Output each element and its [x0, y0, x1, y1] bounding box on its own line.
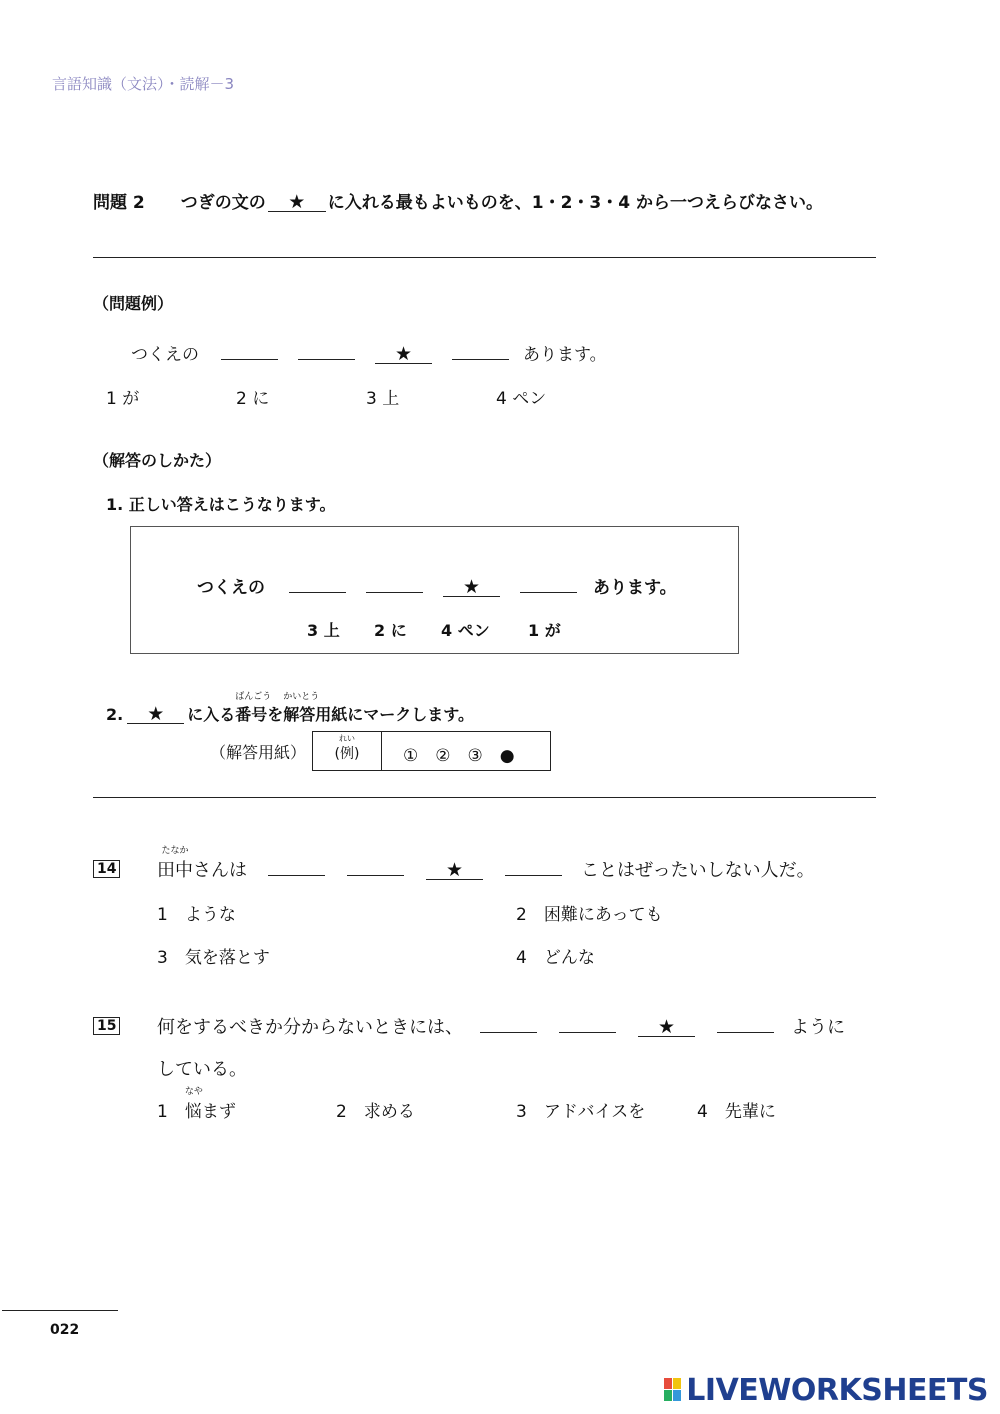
- q14-number-box: [93, 858, 120, 878]
- q15-sentence-end: ように: [791, 1017, 845, 1038]
- sheet-marks-cell: [383, 732, 550, 770]
- example-blank-star: ★: [375, 345, 432, 364]
- q14-sentence-a: さんは: [193, 860, 247, 881]
- example-sentence-start: つくえの: [131, 345, 199, 365]
- instruction-after: に入れる最もよいものを、1・2・3・4 から一つえらびなさい。: [327, 193, 823, 213]
- q14-option-4[interactable]: 4 どんな: [516, 948, 595, 968]
- q15-option-1[interactable]: [157, 1087, 236, 1122]
- ruby-tanaka: [157, 846, 193, 882]
- box-answer-4: 1 が: [528, 621, 561, 640]
- step2-star-blank: ★: [127, 705, 184, 724]
- page-number: 022: [50, 1322, 80, 1338]
- q15-sentence-line2: している。: [157, 1059, 247, 1080]
- box-blank-1: [289, 574, 346, 593]
- q15-option-1-number: 1: [157, 1102, 168, 1122]
- ruby-kaitou: [283, 692, 320, 725]
- example-sentence: [131, 340, 607, 365]
- box-sentence-start: つくえの: [197, 578, 265, 598]
- example-title: （問題例）: [93, 294, 174, 313]
- step2-text-b: を: [267, 705, 284, 724]
- q15-sentence: [157, 1013, 845, 1039]
- furigana-rei: れい: [339, 734, 355, 743]
- step2-text-c: 用紙にマークします。: [315, 705, 475, 724]
- page-header: 言語知識（文法）・読解－3: [52, 75, 235, 93]
- q15-option-1-rest: まず: [201, 1102, 236, 1122]
- instruction-label: 問題 2: [93, 193, 145, 213]
- example-sentence-end: あります。: [523, 345, 607, 365]
- logo-text: LIVEWORKSHEETS: [686, 1373, 988, 1408]
- box-blank-star: ★: [443, 578, 500, 597]
- howto-title: （解答のしかた）: [93, 451, 222, 470]
- example-option-2: 2 に: [236, 389, 270, 409]
- example-blank-1: [221, 341, 278, 360]
- q14-blank-2: [347, 857, 404, 876]
- box-answer-3: 4 ペン: [441, 621, 490, 640]
- liveworksheets-logo[interactable]: [664, 1373, 988, 1408]
- box-blank-4: [520, 574, 577, 593]
- box-sentence: [197, 573, 677, 598]
- q15-blank-star: ★: [638, 1018, 695, 1037]
- q14-sentence: [157, 846, 815, 882]
- sheet-example: (例): [334, 746, 360, 762]
- howto-step1: 1. 正しい答えはこうなります。: [106, 495, 336, 514]
- ruby-rei: [334, 734, 360, 763]
- step2-number: 2.: [106, 705, 124, 724]
- instruction: [93, 188, 823, 213]
- instruction-before: つぎの文の: [180, 193, 266, 213]
- example-blank-4: [452, 341, 509, 360]
- q14-blank-4: [505, 857, 562, 876]
- example-option-4: 4 ペン: [496, 389, 547, 409]
- divider-bottom: [93, 797, 876, 798]
- box-blank-2: [366, 574, 423, 593]
- word-bangou: 番号: [235, 705, 268, 724]
- q15-option-4[interactable]: 4 先輩に: [697, 1102, 776, 1122]
- ruby-naya: [184, 1087, 203, 1122]
- furigana-naya: なや: [184, 1087, 203, 1097]
- answer-box: [130, 526, 739, 654]
- sheet-example-cell: [313, 732, 382, 770]
- q15-blank-1: [480, 1014, 537, 1033]
- ruby-bangou: [235, 692, 272, 725]
- q15-option-1-kanji: 悩: [184, 1102, 202, 1122]
- q14-blank-1: [268, 857, 325, 876]
- instruction-star-blank: ★: [268, 193, 326, 212]
- q15-blank-4: [717, 1014, 774, 1033]
- box-answer-2: 2 に: [374, 621, 407, 640]
- page-number-rule: [2, 1310, 118, 1311]
- divider-top: [93, 257, 876, 258]
- q15-number: 15: [93, 1017, 120, 1035]
- box-answer-1: 3 上: [307, 621, 340, 640]
- example-option-1: 1 が: [106, 389, 140, 409]
- howto-step2: [106, 692, 475, 725]
- box-sentence-end: あります。: [593, 578, 677, 598]
- q14-option-3[interactable]: 3 気を落とす: [157, 948, 270, 968]
- answer-sheet-sample: [312, 731, 551, 771]
- q14-blank-star: ★: [426, 861, 483, 880]
- q15-sentence-start: 何をするべきか分からないときには、: [157, 1017, 463, 1038]
- sheet-label: （解答用紙）: [210, 743, 307, 762]
- sheet-marks: ① ② ③ ●: [403, 746, 515, 766]
- q15-number-box: [93, 1015, 120, 1035]
- q14-name: 田中: [157, 860, 193, 881]
- logo-mark-icon: [664, 1378, 682, 1402]
- q14-option-2[interactable]: 2 困難にあっても: [516, 905, 663, 925]
- example-blank-2: [298, 341, 355, 360]
- q14-number: 14: [93, 860, 120, 878]
- q14-option-1[interactable]: 1 ような: [157, 905, 236, 925]
- q15-option-2[interactable]: 2 求める: [336, 1102, 415, 1122]
- q14-sentence-end: ことはぜったいしない人だ。: [581, 860, 815, 881]
- q15-option-3[interactable]: 3 アドバイスを: [516, 1102, 646, 1122]
- furigana-kaitou: かいとう: [283, 692, 320, 702]
- word-kaitou: 解答: [283, 705, 316, 724]
- furigana-bangou: ばんごう: [235, 692, 272, 702]
- step2-text-a: に入る: [187, 705, 236, 724]
- furigana-tanaka: たなか: [161, 846, 189, 856]
- q15-blank-2: [559, 1014, 616, 1033]
- example-option-3: 3 上: [366, 389, 400, 409]
